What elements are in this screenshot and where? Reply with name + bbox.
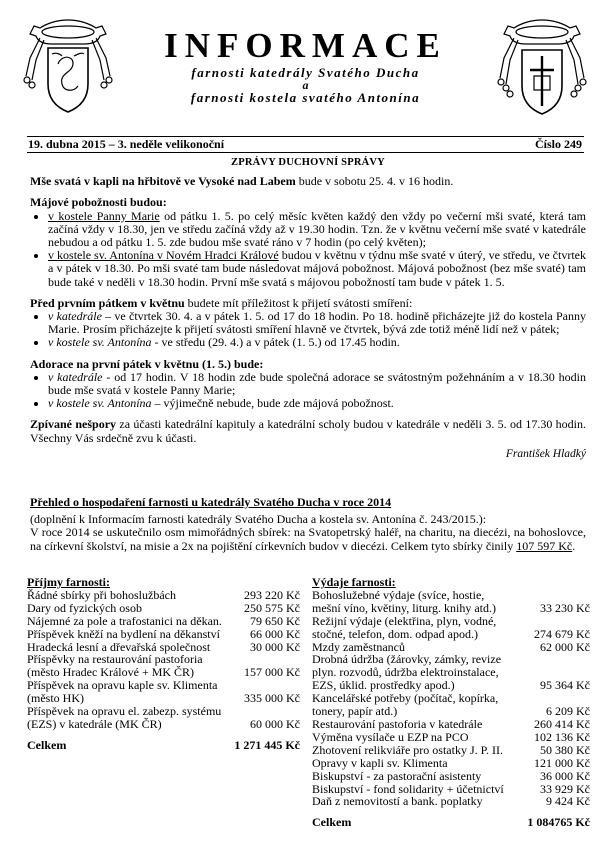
- list-item: [48, 210, 586, 250]
- adoration-text-2: – výjimečně nebude, bude zde májová pobožnost.: [151, 396, 394, 411]
- vespers-bold: Zpívané nešpory: [30, 417, 117, 432]
- income-value: 60 000 Kč: [250, 716, 300, 731]
- table-row: [312, 795, 590, 808]
- table-row: [312, 731, 590, 744]
- income-total-row: [27, 739, 300, 752]
- may-devotions-heading: Májové pobožnosti budou:: [30, 195, 167, 210]
- income-value: 30 000 Kč: [250, 639, 300, 654]
- table-row: [312, 718, 590, 731]
- table-row: [312, 757, 590, 770]
- expenses-value: 50 380 Kč: [540, 742, 590, 757]
- confession-location-2: v kostele sv. Antonína: [48, 335, 152, 350]
- expenses-value: 102 136 Kč: [534, 729, 590, 744]
- table-row: [27, 602, 300, 615]
- adoration-location-2: v kostele sv. Antonína: [48, 396, 152, 411]
- dateline: [27, 136, 584, 153]
- cemetery-mass-text: bude v sobotu 25. 4. v 16 hodin.: [295, 174, 454, 189]
- parish-name-1: farnosti katedrály Svatého Ducha: [191, 65, 420, 80]
- income-label: Dary od fyzických osob: [27, 600, 142, 615]
- expense-heading: Výdaje farnosti:: [312, 575, 396, 589]
- expenses-value: 260 414 Kč: [534, 716, 590, 731]
- income-label: Příspěvky na restaurování pastoforia (město Hradec Králové + MK ČR): [27, 652, 203, 680]
- table-row: [27, 679, 300, 705]
- income-total-label: Celkem: [27, 737, 67, 752]
- income-total-value: 1 271 445 Kč: [234, 737, 300, 752]
- table-row: [312, 589, 590, 615]
- expenses-label: Mzdy zaměstnanců: [312, 639, 405, 654]
- confession-text: budete mít příležitost k přijetí svátosti smíření:: [184, 295, 413, 310]
- income-value: 250 575 Kč: [244, 600, 300, 615]
- may-text-1: od pátku 1. 5. po celý měsíc květen každý den vždy po večerní mši svaté, která tam začíná vždy v 18.30, jen ve středu začíná vždy až v 19.30 hodin. Tzn. že v květnu večerní mše svaté v katedrále nebudou a od pátku 1. 5. zde budou mše svaté ráno v 7 hodin (po celý květen);: [48, 208, 586, 250]
- expenses-label: Restaurování pastoforia v katedrále: [312, 716, 483, 731]
- income-value: 66 000 Kč: [250, 626, 300, 641]
- list-item: [48, 336, 586, 349]
- expenses-label: Výměna vysílače u EZP na PCO: [312, 729, 469, 744]
- table-row: [27, 589, 300, 602]
- income-column: [27, 576, 300, 752]
- expenses-label: Drobná údržba (žárovky, zámky, revize plyn. rozvodů, údržba elektroinstalace, EZS, úklid. prostředky apod.): [312, 652, 502, 693]
- signature: František Hladký: [505, 447, 586, 460]
- expenses-value: 36 000 Kč: [540, 768, 590, 783]
- coat-of-arms-right-icon: [496, 14, 588, 124]
- expenses-value: 9 424 Kč: [546, 794, 590, 809]
- confession-list: [30, 310, 586, 350]
- income-value: 293 220 Kč: [244, 587, 300, 602]
- may-location-1: v kostele Panny Marie: [48, 208, 160, 223]
- may-devotions-list: [30, 210, 586, 289]
- income-heading: Příjmy farnosti:: [27, 575, 110, 589]
- expenses-label: Daň z nemovitostí a bank. poplatky: [312, 794, 483, 809]
- issue-number: Číslo 249: [534, 137, 582, 151]
- expense-list: [312, 589, 590, 808]
- confession-bold: Před prvním pátkem v květnu: [30, 295, 185, 310]
- table-row: [27, 615, 300, 628]
- expenses-value: 121 000 Kč: [534, 755, 590, 770]
- table-row: [312, 653, 590, 692]
- list-item: [48, 397, 586, 410]
- coat-of-arms-left-icon: [22, 14, 114, 124]
- masthead-conjunction: a: [302, 78, 309, 92]
- expenses-value: 95 364 Kč: [540, 678, 590, 693]
- table-row: [27, 628, 300, 641]
- newsletter-title: INFORMACE: [164, 26, 447, 65]
- income-value: 157 000 Kč: [244, 665, 300, 680]
- expenses-value: 33 929 Kč: [540, 781, 590, 796]
- finance-intro-text: V roce 2014 se uskutečnilo osm mimořádných sbírek: na Svatopetrský haléř, na charitu, na diecézi, na bohoslovce, na církevní školství, na misie a 2x na pojištění církevních budov v diecézi. Celkem tyto sbírky činily: [30, 525, 586, 553]
- income-label: Řádné sbírky při bohoslužbách: [27, 587, 176, 602]
- adoration-location-1: v katedrále: [48, 369, 103, 384]
- adoration-heading: Adorace na první pátek v květnu (1. 5.) bude:: [30, 356, 264, 371]
- finance-intro: [30, 526, 586, 552]
- table-row: [312, 615, 590, 641]
- table-row: [312, 692, 590, 718]
- confession-location-1: v katedrále: [48, 309, 102, 324]
- confession-text-2: - ve středu (29. 4.) a v pátek (1. 5.) od 17.45 hodin.: [151, 335, 400, 350]
- vespers-notice: [30, 418, 586, 444]
- section-heading: ZPRÁVY DUCHOVNÍ SPRÁVY: [231, 157, 385, 168]
- income-label: Nájemné za pole a trafostanici na děkan.: [27, 613, 222, 628]
- expense-column: [312, 576, 590, 829]
- expenses-value: 62 000 Kč: [540, 639, 590, 654]
- expenses-label: Bohoslužebné výdaje (svíce, hostie, mešní víno, květiny, liturg. knihy atd.): [312, 587, 496, 615]
- income-label: Příspěvek na opravu el. zabezp. systému (EZS) v katedrále (MK ČR): [27, 704, 222, 731]
- may-text-2: budou v květnu v týdnu mše svaté v úterý, ve středu, ve čtvrtek a v pátek v 18.30. Po mši svaté tam bude následovat májová pobožnost. Májová pobožnost (bez mše svaté) tam bude také v neděli v 18.30 hodin. První mše svatá s májovou pobožností tam bude v pátek 1. 5.: [48, 248, 586, 289]
- confession-text-1: – ve čtvrtek 30. 4. a v pátek 1. 5. od 17 do 18 hodin. Po 18. hodině přicházejte již do kostela Panny Marie. Prosím přicházejte k přijetí svátosti smíření hlavně ve čtvrtek, bývá zde totiž méně lidí než v pátek;: [48, 309, 586, 337]
- expense-total-value: 1 084765 Kč: [527, 815, 590, 830]
- expenses-label: Zhotovení relikviáře pro ostatky J. P. II.: [312, 742, 503, 757]
- expense-total-row: [312, 816, 590, 829]
- expenses-label: Režijní výdaje (elektřina, plyn, vodné, stočné, telefon, dom. odpad apod.): [312, 613, 497, 641]
- masthead: [120, 26, 491, 105]
- finance-note: (doplnění k Informacím farnosti katedrály Svatého Ducha a kostela sv. Antonína č. 243/2015.):: [30, 512, 487, 527]
- may-location-2: v kostele sv. Antonína v Novém Hradci Králové: [48, 248, 279, 263]
- list-item: [48, 249, 586, 289]
- expenses-label: Opravy v kapli sv. Klimenta: [312, 755, 448, 770]
- issue-date: 19. dubna 2015 – 3. neděle velikonoční: [28, 137, 225, 151]
- cemetery-mass-bold: Mše svatá v kapli na hřbitově ve Vysoké nad Labem: [30, 174, 296, 189]
- income-value: 335 000 Kč: [244, 691, 300, 706]
- adoration-list: [30, 371, 586, 411]
- table-row: [27, 653, 300, 679]
- finance-intro-end: .: [572, 538, 576, 553]
- expenses-label: Biskupství - za pastorační asistenty: [312, 768, 482, 783]
- income-label: Příspěvek kněží na bydlení na děkanství: [27, 626, 220, 641]
- expenses-value: 6 209 Kč: [546, 704, 590, 719]
- cemetery-mass-notice: [30, 175, 586, 188]
- list-item: [48, 310, 586, 336]
- parish-name-2: farnosti kostela svatého Antonína: [190, 90, 421, 105]
- collections-total: 107 597 Kč: [516, 538, 573, 553]
- income-list: [27, 589, 300, 731]
- expenses-label: Biskupství - fond solidarity + účetnictví: [312, 781, 504, 796]
- finance-section: [30, 496, 586, 553]
- table-row: [312, 770, 590, 783]
- expense-total-label: Celkem: [312, 815, 352, 830]
- expenses-value: 274 679 Kč: [534, 626, 590, 641]
- income-value: 79 650 Kč: [250, 613, 300, 628]
- expenses-value: 33 230 Kč: [540, 600, 590, 615]
- finance-title: Přehled o hospodaření farnosti u katedrály Svatého Ducha v roce 2014: [30, 495, 392, 509]
- income-label: Příspěvek na opravu kaple sv. Klimenta (město HK): [27, 678, 218, 706]
- table-row: [312, 744, 590, 757]
- income-label: Hradecká lesní a dřevařská společnost: [27, 639, 211, 654]
- vespers-text: za účasti katedrální kapituly a katedrální scholy budou v katedrále v neděli 3. 5. od 17.30 hodin. Všechny Vás srdečně zvu k účasti.: [30, 417, 587, 445]
- expenses-label: Kancelářské potřeby (počítač, kopírka, tonery, papír atd.): [312, 691, 499, 719]
- adoration-text-1: - od 17 hodin. V 18 hodin zde bude společná adorace se svátostným požehnáním a v 18.30 hodin bude mše svatá v kostele Panny Marie;: [48, 369, 586, 398]
- table-row: [27, 705, 300, 731]
- news-section: [30, 155, 586, 461]
- list-item: [48, 371, 586, 397]
